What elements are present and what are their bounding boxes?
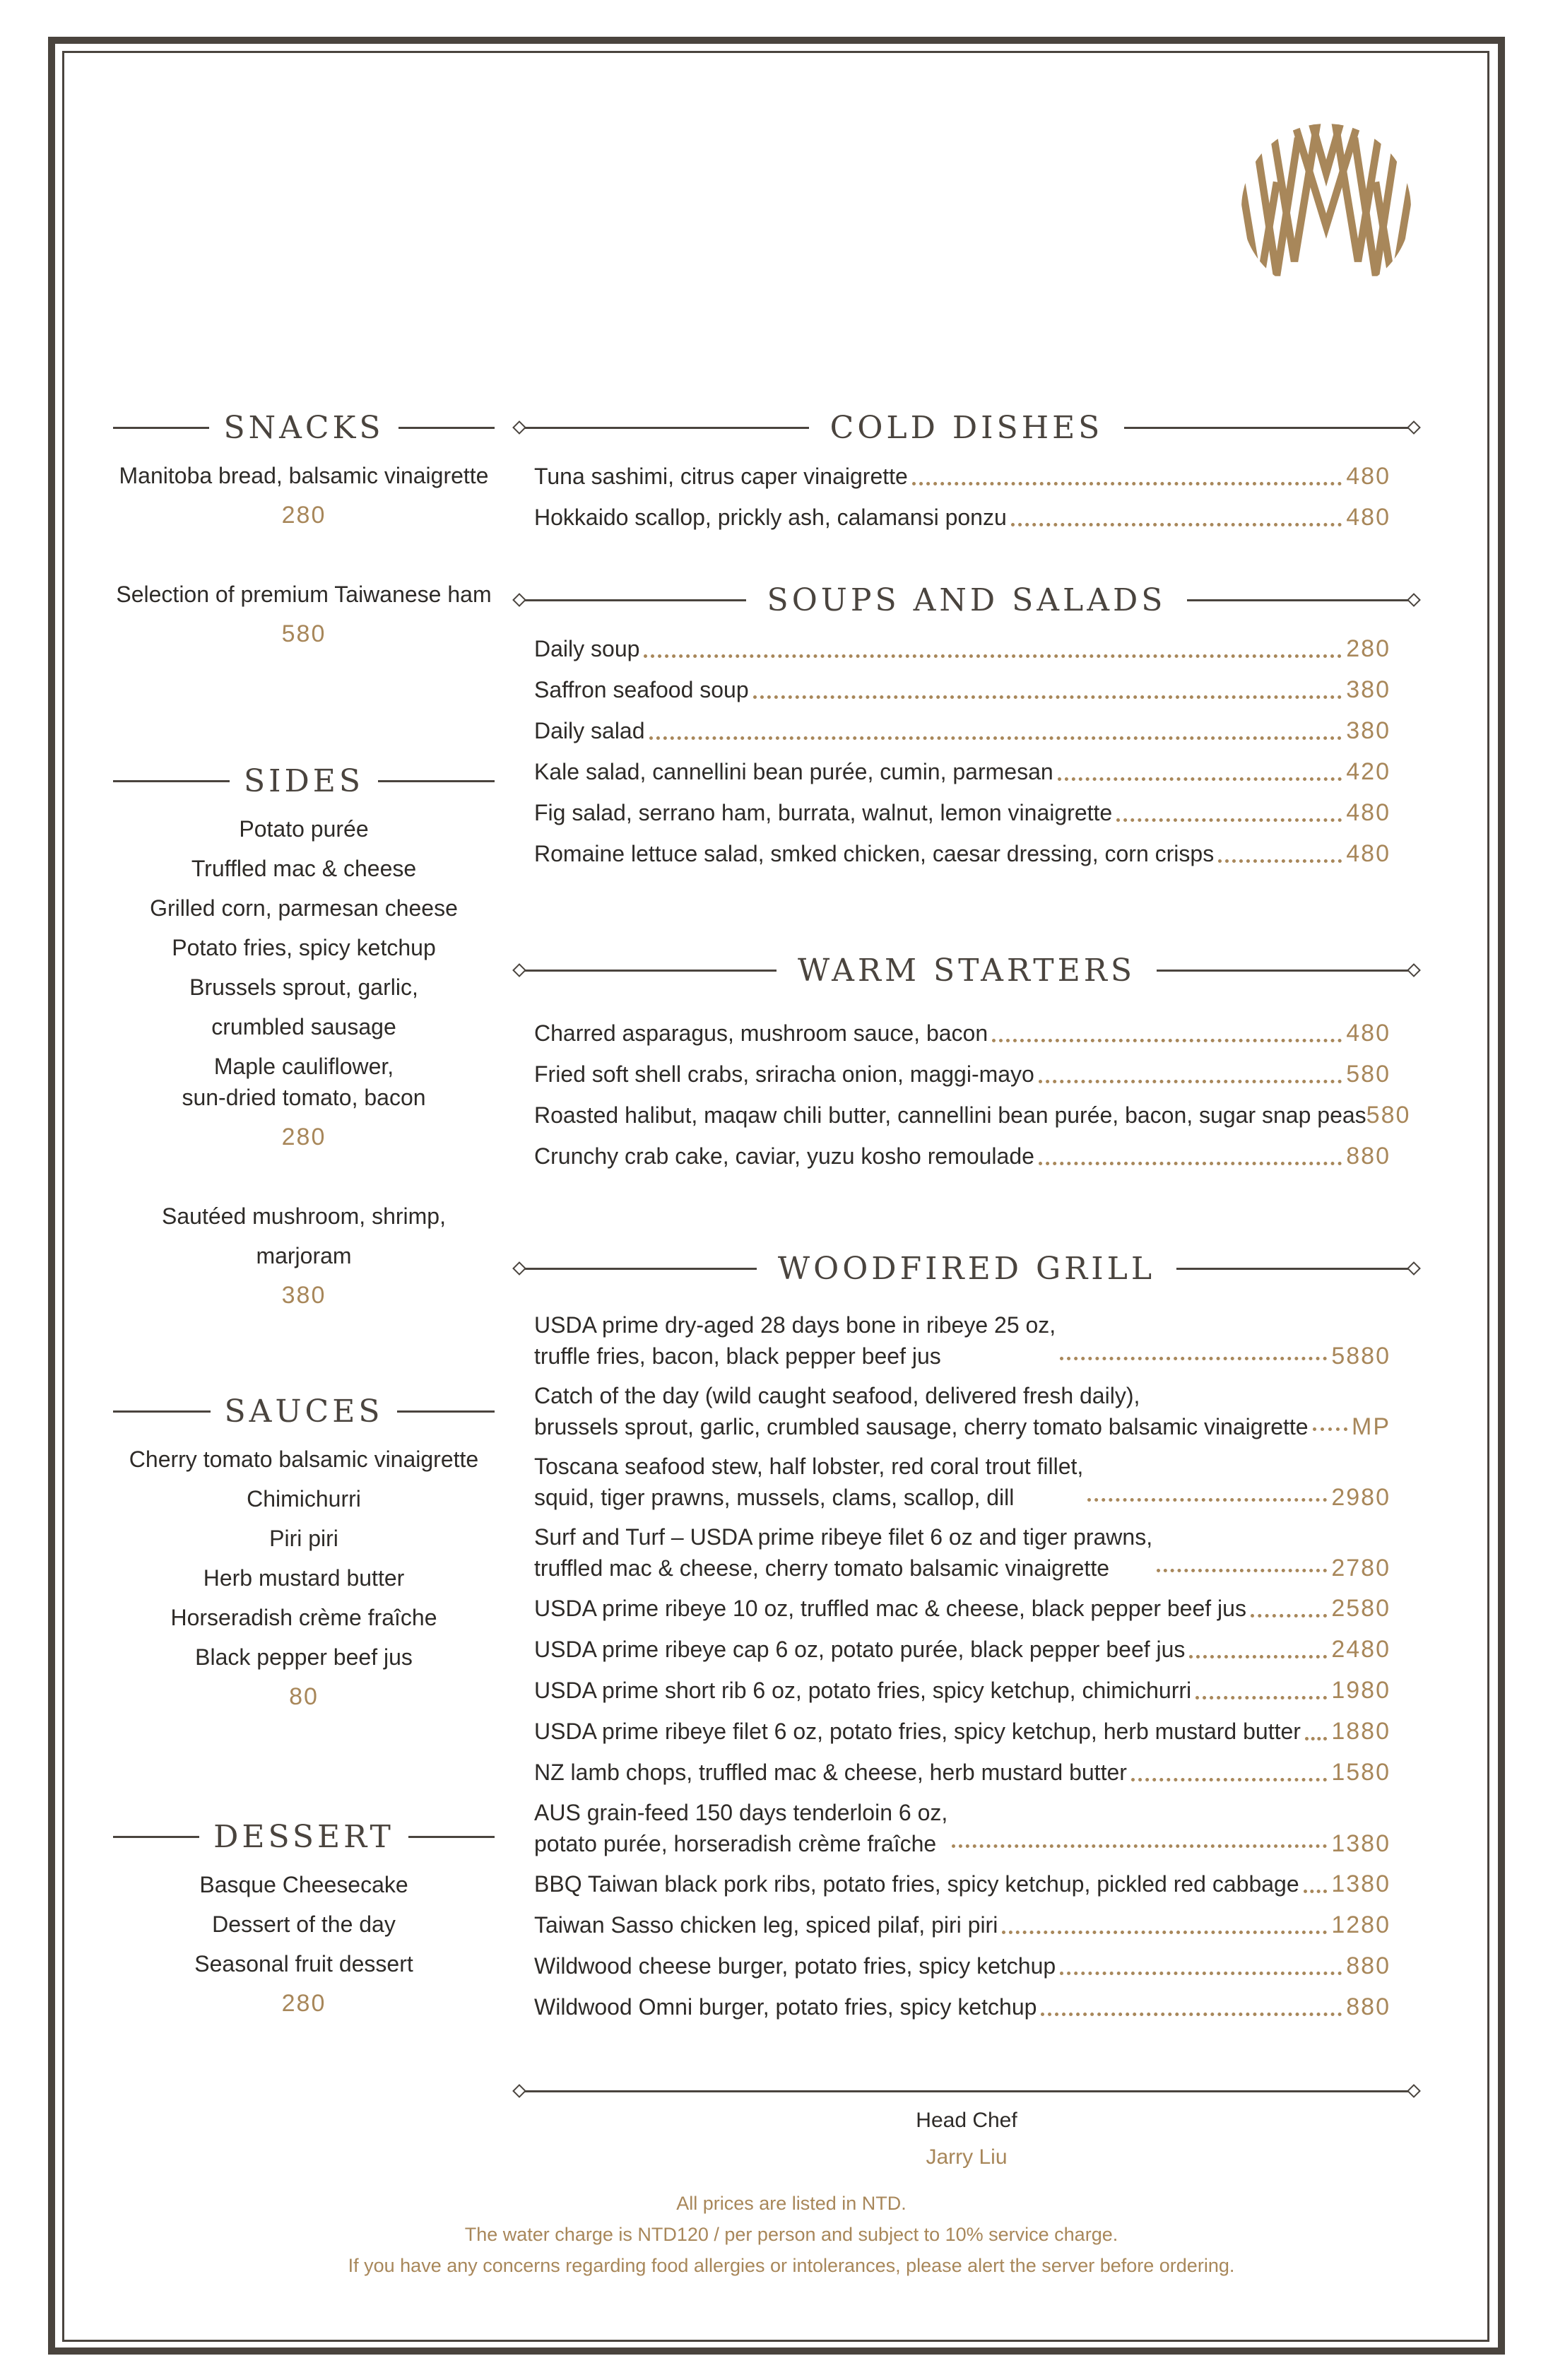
woodfired-grill-header [514,1240,1419,1297]
dot-leader [1131,1778,1327,1781]
item-name: Roasted halibut, maqaw chili butter, cannellini bean purée, bacon, sugar snap peas [534,1102,1366,1128]
menu-item: Herb mustard butter [203,1565,405,1591]
menu-item: Manitoba bread, balsamic vinaigrette [119,463,489,488]
item-price: 1980 [1331,1677,1391,1704]
menu-item [534,628,1391,669]
menu-item [534,1013,1391,1054]
woodfired-grill-section [514,1240,1419,2027]
item-price: 280 [281,502,326,529]
item-line: Toscana seafood stew, half lobster, red coral trout fillet, [534,1454,1084,1479]
header-rule [113,427,209,429]
dot-leader [1313,1427,1347,1431]
dot-leader [912,482,1342,485]
item-name: Daily salad [534,718,645,743]
dot-leader [1305,1737,1327,1740]
menu-item [534,1517,1391,1588]
sauces-header [113,1383,495,1439]
item-name: BBQ Taiwan black pork ribs, potato fries, spicy ketchup, pickled red cabbage [534,1871,1299,1897]
menu-item: Black pepper beef jus [195,1644,413,1670]
item-price: 480 [1346,504,1391,531]
section-title: SAUCES [224,1393,384,1430]
menu-item [534,1670,1391,1711]
dot-leader [1218,859,1342,863]
menu-item [534,1447,1391,1517]
header-rule [524,2090,1409,2092]
section-title: WARM STARTERS [798,952,1135,989]
menu-item [534,1376,1391,1447]
item-price: 80 [289,1683,319,1710]
menu-item [534,456,1391,497]
menu-item: Grilled corn, parmesan cheese [150,895,458,921]
header-rule [113,1410,211,1413]
dot-leader [952,1844,1327,1848]
sauces-section [113,1383,495,1716]
item-price: 420 [1346,758,1391,785]
dot-leader [1060,1357,1327,1360]
diamond-ornament-icon [512,1261,526,1276]
menu-item: crumbled sausage [211,1014,396,1039]
menu-item [534,710,1391,751]
section-title: DESSERT [213,1818,394,1855]
item-price: 580 [1366,1102,1411,1129]
item-name: Daily soup [534,636,640,661]
item-line: sun-dried tomato, bacon [182,1085,426,1110]
item-name: Kale salad, cannellini bean purée, cumin, parmesan [534,759,1053,784]
dot-leader [1002,1931,1327,1934]
item-price: 380 [1346,717,1391,744]
chef-name: Jarry Liu [926,2145,1008,2169]
diamond-ornament-icon [1407,420,1421,435]
menu-item [534,751,1391,792]
item-price: 880 [1346,1952,1391,1979]
dot-leader [1189,1655,1327,1659]
item-name: USDA prime short rib 6 oz, potato fries, spicy ketchup, chimichurri [534,1678,1192,1703]
left-column [113,399,495,2023]
item-name: Saffron seafood soup [534,677,749,702]
menu-item [534,1945,1391,1986]
dot-leader [1011,523,1342,526]
item-line: potato purée, horseradish crème fraîche [534,1831,937,1856]
section-title: WOODFIRED GRILL [777,1250,1156,1287]
menu-item: Potato fries, spicy ketchup [172,935,436,960]
item-line: USDA prime dry-aged 28 days bone in ribeye 25 oz, [534,1312,1056,1338]
item-name: Hokkaido scallop, prickly ash, calamansi ponzu [534,505,1007,530]
dot-leader [1039,1162,1342,1165]
menu-item [534,1095,1411,1136]
dot-leader [1087,1498,1327,1502]
menu-item [534,792,1391,833]
item-name: Romaine lettuce salad, smked chicken, caesar dressing, corn crisps [534,841,1215,866]
item-price: 5880 [1331,1343,1391,1369]
item-name: Taiwan Sasso chicken leg, spiced pilaf, piri piri [534,1912,998,1938]
cold-dishes-section [514,399,1419,538]
item-name: Tuna sashimi, citrus caper vinaigrette [534,464,908,489]
header-rule [524,970,777,972]
menu-item [534,1986,1391,2027]
diamond-ornament-icon [512,420,526,435]
item-line: Maple cauliflower, [213,1054,394,1079]
item-price: 380 [1346,676,1391,703]
header-rule [397,1410,495,1413]
menu-item [534,1904,1391,1945]
dot-leader [1251,1614,1327,1618]
diamond-ornament-icon [1407,1261,1421,1276]
menu-item: Basque Cheesecake [199,1872,408,1897]
item-name: Fried soft shell crabs, sriracha onion, maggi-mayo [534,1061,1034,1087]
menu-item [113,1047,495,1117]
item-price: 1380 [1331,1871,1391,1897]
diamond-ornament-icon [1407,963,1421,977]
diamond-ornament-icon [1407,2084,1421,2098]
closing-rule [514,2077,1419,2105]
menu-item: Sautéed mushroom, shrimp, marjoram [162,1203,446,1268]
snacks-header [113,399,495,456]
header-rule [378,780,495,782]
dot-leader [649,736,1342,740]
footer-line: The water charge is NTD120 / per person and subject to 10% service charge. [464,2224,1118,2245]
menu-item [534,1629,1391,1670]
dot-leader [1060,1972,1342,1975]
item-name: Wildwood cheese burger, potato fries, spicy ketchup [534,1953,1056,1979]
header-rule [1187,599,1409,601]
item-price: 1380 [1331,1830,1391,1857]
item-price: 2580 [1331,1595,1391,1622]
header-rule [408,1836,495,1838]
menu-item: Dessert of the day [212,1911,396,1937]
section-title: SOUPS AND SALADS [767,582,1167,618]
item-price: 580 [281,620,326,647]
item-price: 280 [281,1990,326,2017]
menu-item: Chimichurri [247,1486,361,1512]
item-price: 880 [1346,1143,1391,1170]
menu-item [534,497,1391,538]
item-name: Wildwood Omni burger, potato fries, spicy ketchup [534,1994,1037,2020]
sides-header [113,753,495,809]
menu-item: Cherry tomato balsamic vinaigrette [129,1447,479,1472]
item-name: Charred asparagus, mushroom sauce, bacon [534,1020,988,1046]
item-name: USDA prime ribeye cap 6 oz, potato purée, black pepper beef jus [534,1637,1186,1662]
header-rule [113,780,230,782]
item-price: 880 [1346,1993,1391,2020]
item-price: 1580 [1331,1759,1391,1786]
diamond-ornament-icon [512,593,526,607]
footer-notes [113,2188,1470,2281]
menu-item: Horseradish crème fraîche [170,1605,437,1630]
header-rule [398,427,495,429]
menu-item [534,1305,1391,1376]
menu-item: Brussels sprout, garlic, [189,974,418,1000]
item-price: 280 [281,1124,326,1150]
header-rule [524,599,746,601]
header-rule [1124,427,1409,429]
menu-item [534,1136,1391,1177]
snacks-section [113,399,495,654]
menu-item [534,833,1391,874]
header-rule [1176,1268,1409,1270]
menu-item: Piri piri [269,1526,338,1551]
item-line: AUS grain-feed 150 days tenderloin 6 oz, [534,1800,948,1825]
item-price: 580 [1346,1061,1391,1088]
menu-item: Selection of premium Taiwanese ham [116,582,492,607]
warm-starters-section [514,942,1419,1177]
menu-item [534,1752,1391,1793]
section-title: SNACKS [223,409,384,446]
menu-item [534,1588,1391,1629]
soups-salads-section [514,572,1419,874]
dessert-header [113,1808,495,1865]
dot-leader [644,654,1342,658]
header-rule [113,1836,199,1838]
item-price: 1880 [1331,1718,1391,1745]
diamond-ornament-icon [512,963,526,977]
item-name: NZ lamb chops, truffled mac & cheese, herb mustard butter [534,1760,1127,1785]
item-price: 2780 [1331,1555,1391,1581]
footer-line: All prices are listed in NTD. [676,2193,907,2214]
head-chef-block [514,2102,1419,2176]
dot-leader [1039,1080,1342,1083]
item-line: truffled mac & cheese, cherry tomato balsamic vinaigrette [534,1555,1109,1581]
menu-item [534,1711,1391,1752]
item-price: 1280 [1331,1911,1391,1938]
diamond-ornament-icon [512,2084,526,2098]
header-rule [524,1268,757,1270]
menu-item [534,1793,1391,1863]
menu-item: Truffled mac & cheese [191,856,417,881]
item-line: truffle fries, bacon, black pepper beef jus [534,1343,941,1369]
dot-leader [1058,777,1342,781]
item-name: USDA prime ribeye 10 oz, truffled mac & cheese, black pepper beef jus [534,1596,1246,1621]
item-name: Fig salad, serrano ham, burrata, walnut, lemon vinaigrette [534,800,1113,825]
warm-starters-header [514,942,1419,998]
item-price: 380 [281,1282,326,1309]
item-name: Crunchy crab cake, caviar, yuzu kosho remoulade [534,1143,1034,1169]
header-rule [1157,970,1409,972]
dot-leader [1195,1696,1327,1699]
footer-line: If you have any concerns regarding food allergies or intolerances, please alert the server before ordering. [348,2255,1235,2276]
item-line: squid, tiger prawns, mussels, clams, scallop, dill [534,1485,1015,1510]
menu-item [534,1054,1391,1095]
soups-salads-header [514,572,1419,628]
item-line: Surf and Turf – USDA prime ribeye filet 6 oz and tiger prawns, [534,1524,1153,1550]
menu-item [534,669,1391,710]
item-price: 480 [1346,1020,1391,1047]
dot-leader [1116,818,1342,822]
dot-leader [1304,1890,1328,1893]
dot-leader [1041,2013,1342,2016]
menu-item [534,1863,1391,1904]
item-name: USDA prime ribeye filet 6 oz, potato fries, spicy ketchup, herb mustard butter [534,1719,1301,1744]
item-line: Catch of the day (wild caught seafood, delivered fresh daily), [534,1383,1140,1408]
dot-leader [753,695,1342,699]
item-price: 2980 [1331,1484,1391,1511]
dessert-section [113,1808,495,2023]
dot-leader [992,1039,1342,1042]
item-price: 480 [1346,463,1391,490]
chef-label: Head Chef [916,2109,1017,2132]
item-price: 480 [1346,799,1391,826]
sides-section [113,753,495,1315]
section-title: SIDES [243,762,365,799]
dot-leader [1157,1569,1327,1572]
section-title: COLD DISHES [829,409,1104,446]
stylized-w-circle-icon [1238,120,1415,297]
item-price: MP [1352,1413,1391,1440]
item-price: 280 [1346,635,1391,662]
item-price: 2480 [1331,1636,1391,1663]
cold-dishes-header [514,399,1419,456]
item-line: brussels sprout, garlic, crumbled sausage, cherry tomato balsamic vinaigrette [534,1414,1309,1439]
header-rule [524,427,809,429]
menu-item: Seasonal fruit dessert [194,1951,413,1977]
right-column [514,399,1419,2105]
item-price: 480 [1346,840,1391,867]
menu-item: Potato purée [239,816,369,842]
diamond-ornament-icon [1407,593,1421,607]
